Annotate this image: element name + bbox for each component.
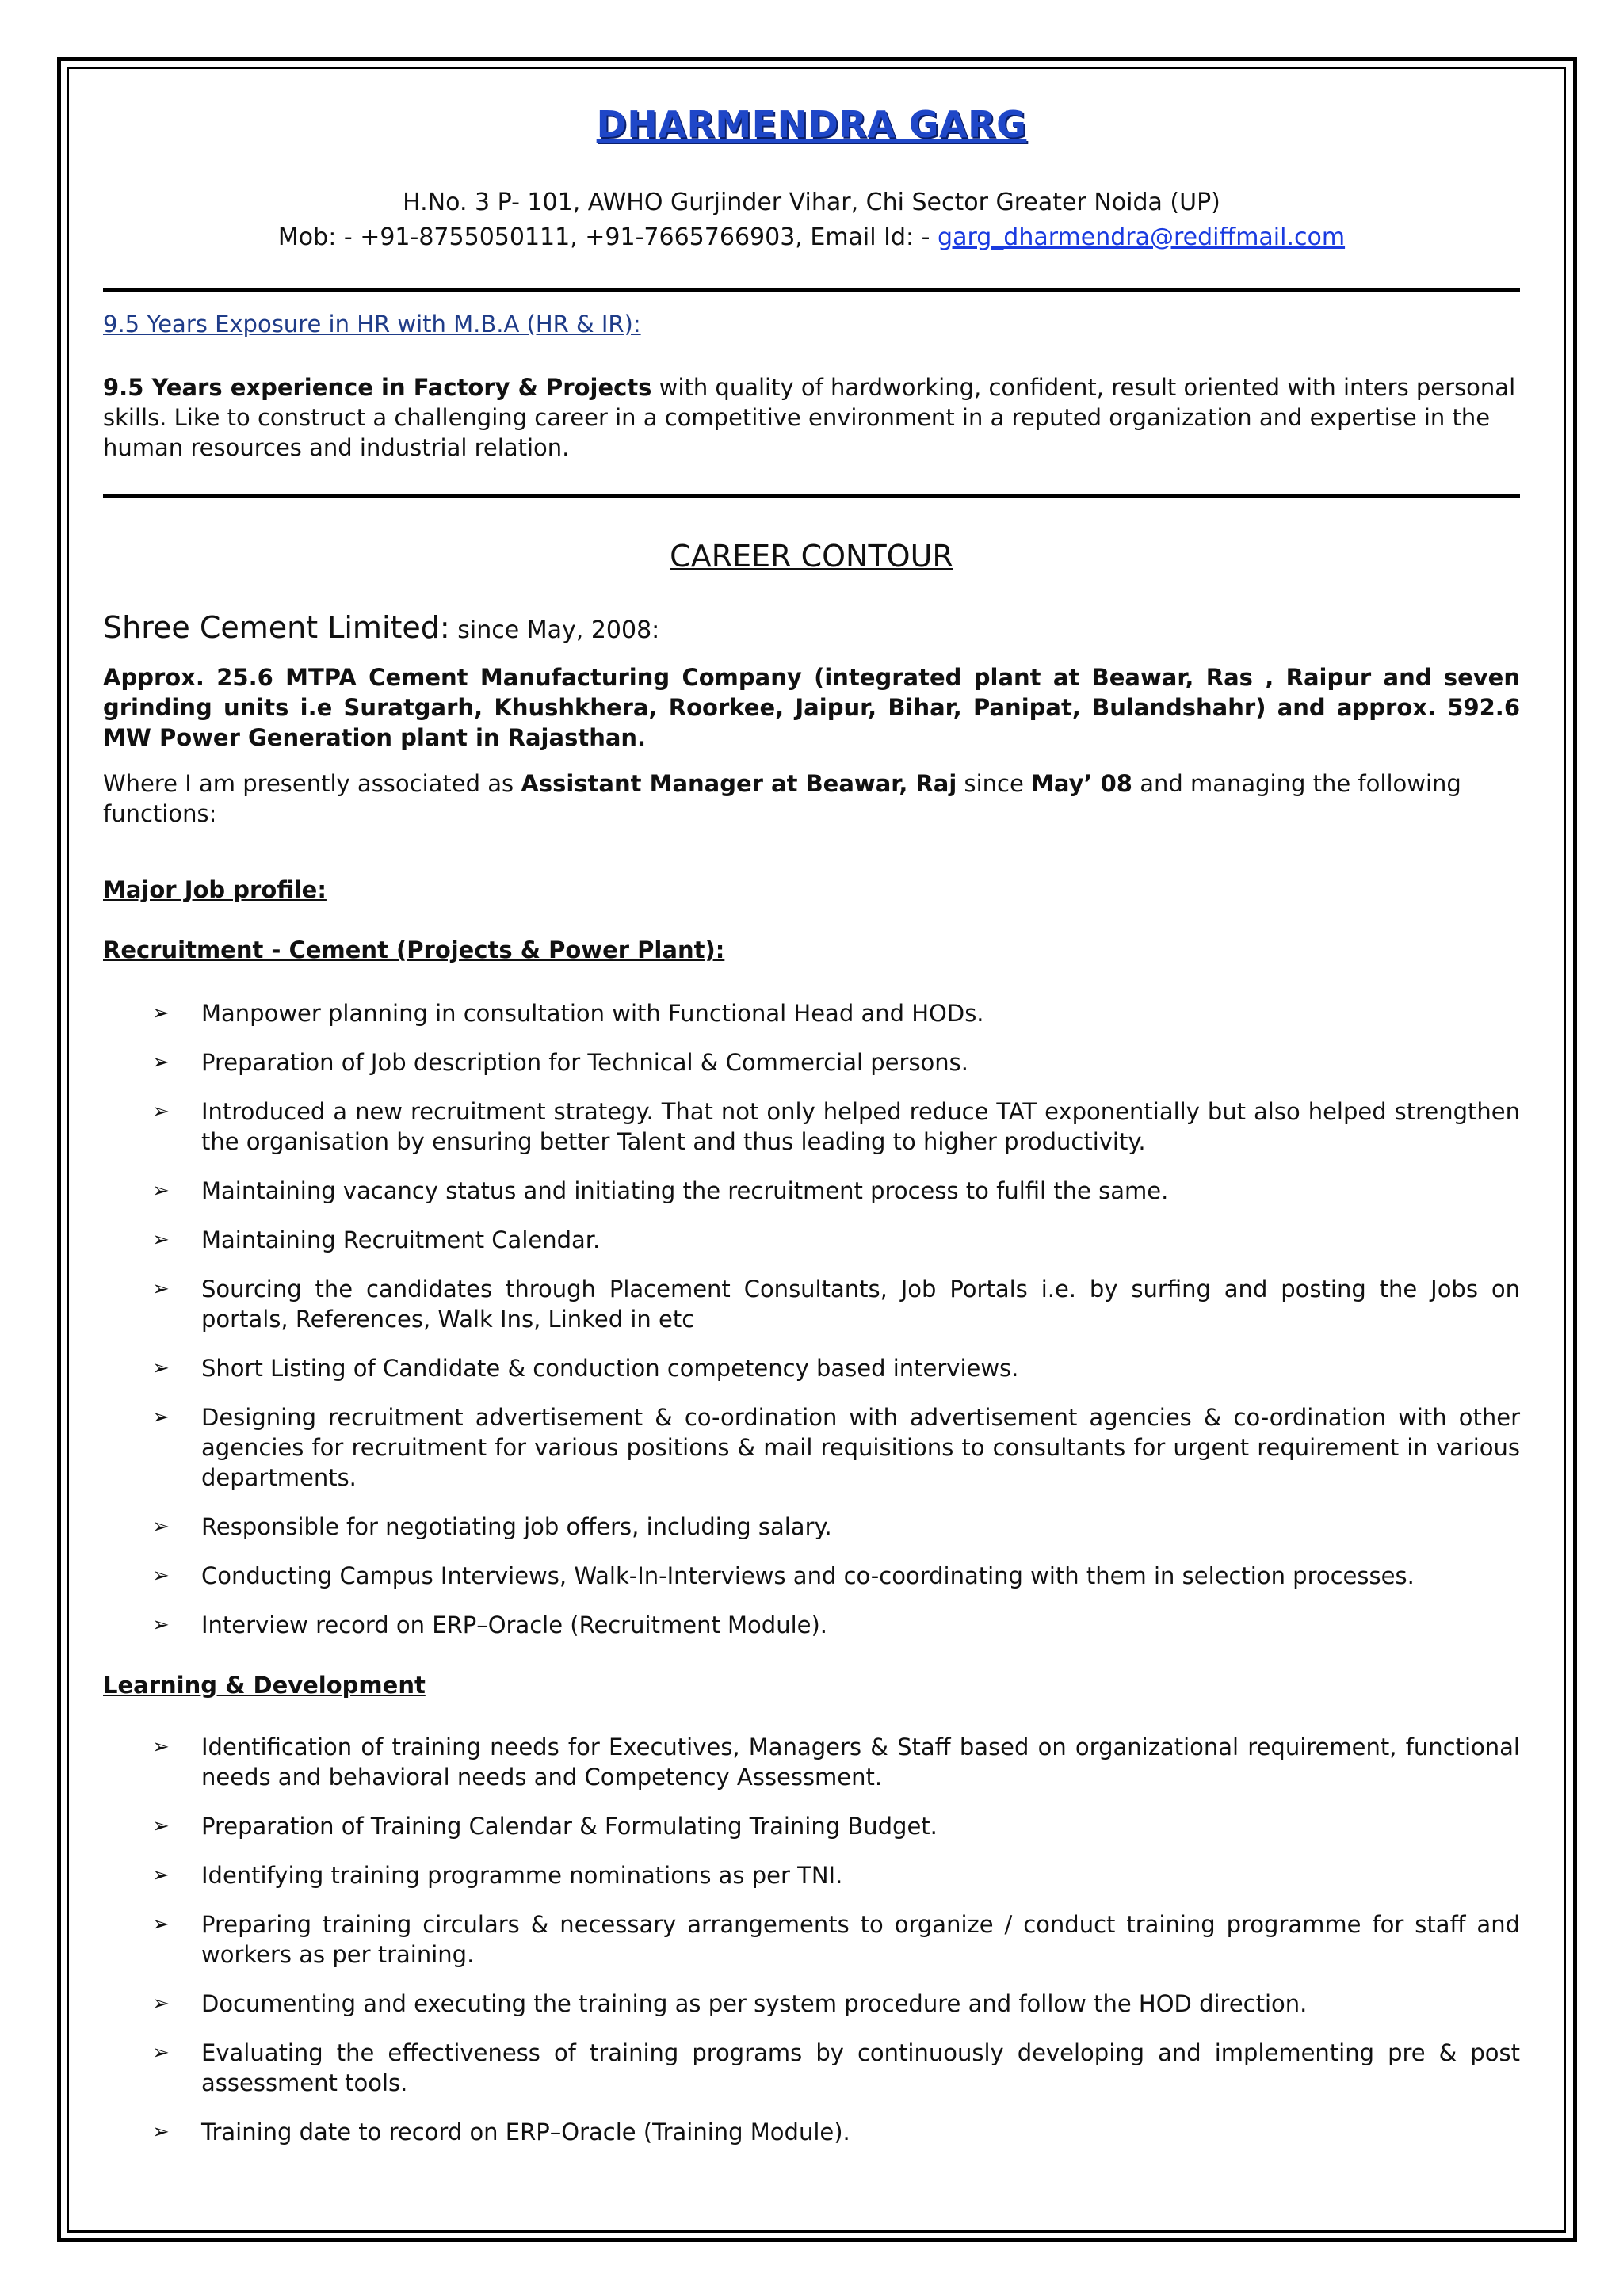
list-item: [103, 998, 1520, 1028]
arrow-bullet-icon: ➢: [152, 2120, 170, 2144]
list-item: [103, 1989, 1520, 2019]
phone-numbers: Mob: - +91-8755050111, +91-7665766903, Email Id: -: [277, 223, 938, 251]
arrow-bullet-icon: ➢: [152, 1613, 170, 1637]
arrow-bullet-icon: ➢: [152, 2041, 170, 2065]
career-title: CAREER CONTOUR: [670, 539, 953, 574]
role-date: May’ 08: [1031, 770, 1132, 797]
list-item: [103, 1047, 1520, 1077]
list-item-text: Evaluating the effectiveness of training programs by continuously developing and implementing pre & post assessment tools.: [201, 2039, 1520, 2096]
email-link[interactable]: garg_dharmendra@rediffmail.com: [938, 223, 1346, 251]
list-item-text: Documenting and executing the training as per system procedure and follow the HOD direction.: [201, 1990, 1308, 2017]
list-item: [103, 1353, 1520, 1383]
recruitment-list: [103, 998, 1520, 1659]
list-item-text: Interview record on ERP–Oracle (Recruitment Module).: [201, 1611, 828, 1638]
divider: [103, 288, 1520, 292]
arrow-bullet-icon: ➢: [152, 1277, 170, 1301]
role-mid: since: [957, 770, 1032, 797]
list-item-text: Short Listing of Candidate & conduction competency based interviews.: [201, 1355, 1019, 1382]
learning-list: [103, 1732, 1520, 2166]
list-item: [103, 1097, 1520, 1157]
arrow-bullet-icon: ➢: [152, 1564, 170, 1588]
recruitment-heading: Recruitment - Cement (Projects & Power Plant):: [103, 936, 725, 963]
company-name: Shree Cement Limited:: [103, 610, 450, 645]
arrow-bullet-icon: ➢: [152, 1735, 170, 1759]
list-item-text: Preparation of Job description for Technical & Commercial persons.: [201, 1049, 969, 1076]
arrow-bullet-icon: ➢: [152, 1100, 170, 1123]
arrow-bullet-icon: ➢: [152, 1051, 170, 1074]
arrow-bullet-icon: ➢: [152, 1992, 170, 2016]
learning-heading: Learning & Development: [103, 1672, 426, 1699]
summary-paragraph: [103, 372, 1520, 463]
list-item: [103, 1176, 1520, 1206]
arrow-bullet-icon: ➢: [152, 1405, 170, 1429]
list-item-text: Introduced a new recruitment strategy. That not only helped reduce TAT exponentially but also helped strengthen the organisation by ensuring better Talent and thus leading to higher productivity.: [201, 1098, 1520, 1155]
list-item: [103, 1402, 1520, 1493]
arrow-bullet-icon: ➢: [152, 1228, 170, 1252]
list-item: [103, 2038, 1520, 2098]
list-item-text: Identification of training needs for Executives, Managers & Staff based on organizational requirement, functional needs and behavioral needs and Competency Assessment.: [201, 1733, 1520, 1791]
list-item-text: Maintaining Recruitment Calendar.: [201, 1226, 601, 1253]
list-item-text: Responsible for negotiating job offers, including salary.: [201, 1513, 832, 1540]
arrow-bullet-icon: ➢: [152, 1356, 170, 1380]
list-item-text: Identifying training programme nominations as per TNI.: [201, 1862, 843, 1889]
major-job-profile-heading: Major Job profile:: [103, 876, 327, 903]
list-item: [103, 1512, 1520, 1542]
list-item: [103, 1274, 1520, 1334]
list-item-text: Conducting Campus Interviews, Walk-In-Interviews and co-coordinating with them in selection processes.: [201, 1562, 1415, 1589]
role-line: [103, 769, 1520, 829]
company-since: since May, 2008:: [449, 616, 660, 644]
list-item: [103, 1610, 1520, 1640]
company-line: [103, 610, 659, 645]
list-item: [103, 1811, 1520, 1841]
list-item-text: Training date to record on ERP–Oracle (Training Module).: [201, 2119, 850, 2145]
list-item-text: Maintaining vacancy status and initiating the recruitment process to fulfil the same.: [201, 1177, 1169, 1204]
list-item: [103, 1909, 1520, 1970]
arrow-bullet-icon: ➢: [152, 1814, 170, 1838]
list-item-text: Preparing training circulars & necessary arrangements to organize / conduct training programme for staff and workers as per training.: [201, 1911, 1520, 1968]
role-suffix: and managing the following functions:: [103, 770, 1461, 827]
list-item-text: Preparation of Training Calendar & Formulating Training Budget.: [201, 1813, 938, 1840]
exposure-heading: 9.5 Years Exposure in HR with M.B.A (HR & IR):: [103, 311, 641, 338]
list-item: [103, 1732, 1520, 1792]
summary-text: with quality of hardworking, confident, result oriented with inters personal skills. Like to construct a challenging career in a competitive environment in a reputed organization and expertise in the human resources and industrial relation.: [103, 374, 1516, 461]
contact-line: [103, 223, 1520, 251]
arrow-bullet-icon: ➢: [152, 1179, 170, 1203]
list-item: [103, 1860, 1520, 1890]
list-item: [103, 1561, 1520, 1591]
list-item-text: Designing recruitment advertisement & co-ordination with advertisement agencies & co-ordination with other agencies for recruitment for various positions & mail requisitions to consultants for urgent requirement in various departments.: [201, 1404, 1520, 1491]
company-description: Approx. 25.6 MTPA Cement Manufacturing Company (integrated plant at Beawar, Ras , Raipur and seven grinding units i.e Suratgarh, Khushkhera, Roorkee, Jaipur, Bihar, Panipat, Bulandshahr) and approx. 592.6 MW Power Generation plant in Rajasthan.: [103, 664, 1520, 751]
list-item: [103, 2117, 1520, 2147]
arrow-bullet-icon: ➢: [152, 1913, 170, 1936]
address-line: H.No. 3 P- 101, AWHO Gurjinder Vihar, Chi Sector Greater Noida (UP): [403, 189, 1220, 216]
role-title: Assistant Manager at Beawar, Raj: [521, 770, 957, 797]
list-item: [103, 1225, 1520, 1255]
arrow-bullet-icon: ➢: [152, 1001, 170, 1025]
candidate-name: DHARMENDRA GARG: [596, 103, 1027, 146]
divider: [103, 494, 1520, 498]
list-item-text: Manpower planning in consultation with Functional Head and HODs.: [201, 1000, 984, 1027]
arrow-bullet-icon: ➢: [152, 1863, 170, 1887]
role-prefix: Where I am presently associated as: [103, 770, 521, 797]
list-item-text: Sourcing the candidates through Placement Consultants, Job Portals i.e. by surfing and posting the Jobs on portals, References, Walk Ins, Linked in etc: [201, 1276, 1520, 1333]
arrow-bullet-icon: ➢: [152, 1515, 170, 1539]
summary-bold-lead: 9.5 Years experience in Factory & Projects: [103, 374, 652, 401]
